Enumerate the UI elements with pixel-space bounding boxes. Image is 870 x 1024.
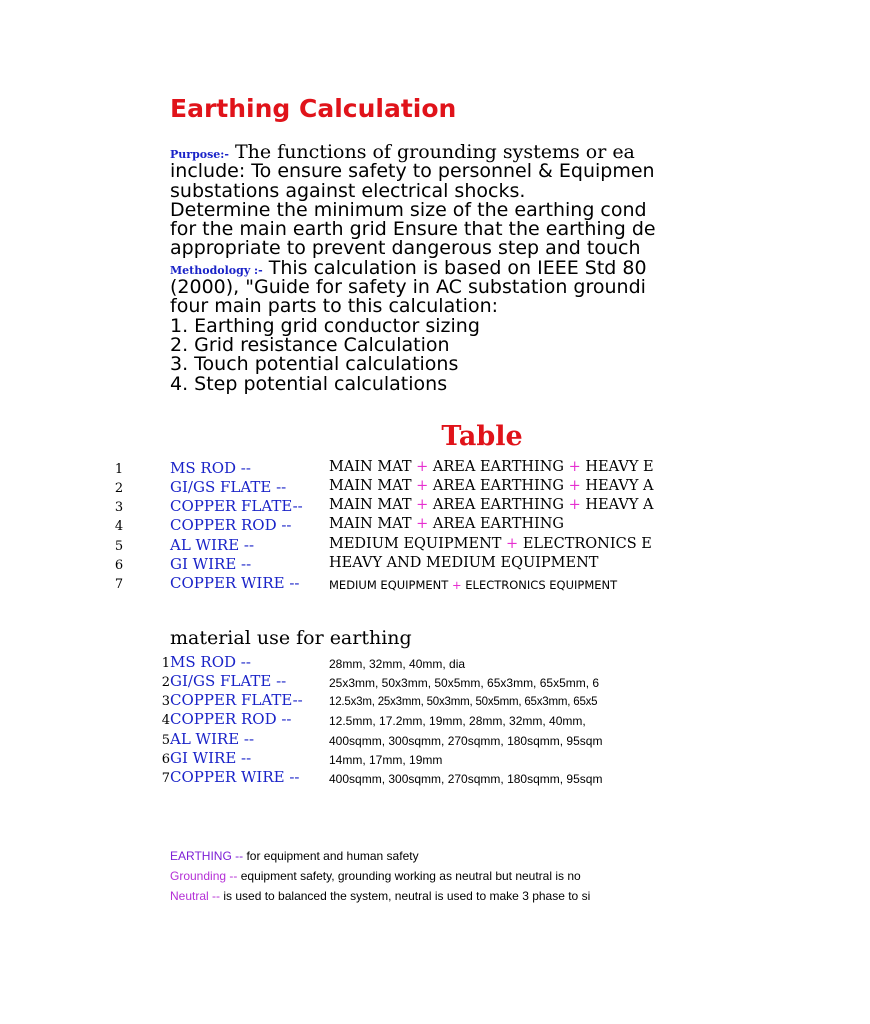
material-row-sizes: 12.5mm, 17.2mm, 19mm, 28mm, 32mm, 40mm, [329,714,586,728]
material-row-name: GI WIRE -- [170,749,252,767]
table-row-material: MS ROD -- [170,459,251,477]
definition-earthing [170,849,419,863]
table-row-use: HEAVY AND MEDIUM EQUIPMENT [329,555,599,571]
page-title: Earthing Calculation [170,94,457,123]
methodology-step-1: 1. Earthing grid conductor sizing [170,314,480,337]
methodology-line-3: four main parts to this calculation: [170,295,499,318]
material-row-name: GI/GS FLATE -- [170,672,287,690]
purpose-line-5: for the main earth grid Ensure that the earthing de [170,218,656,241]
table-heading: Table [441,421,523,452]
table-row-use: MAIN MAT + AREA EARTHING + HEAVY A [329,497,654,513]
definition-neutral [170,889,590,903]
material-row-name: MS ROD -- [170,653,251,671]
material-row-name: COPPER WIRE -- [170,768,300,786]
table-row-use: MEDIUM EQUIPMENT + ELECTRONICS EQUIPMENT [329,578,618,592]
table-row-use: MAIN MAT + AREA EARTHING [329,516,565,532]
material-row-name: AL WIRE -- [170,730,255,748]
material-row-name: COPPER FLATE-- [170,691,303,709]
table-row-material: COPPER FLATE-- [170,497,303,515]
table-row-number: 6 [114,558,124,573]
material-row-number: 6 [161,752,170,767]
table-row-number: 4 [114,519,124,534]
table-row-material: COPPER WIRE -- [170,574,300,592]
purpose-line-6: appropriate to prevent dangerous step and touch [170,237,641,260]
table-row-material: COPPER ROD -- [170,516,292,534]
purpose-line-1: Purpose:- The functions of grounding systems or ea [170,141,635,163]
methodology-line-2: (2000), "Guide for safety in AC substation groundi [170,276,646,299]
definition-term: Neutral -- [170,889,221,903]
methodology-step-4: 4. Step potential calculations [170,372,448,395]
table-row-number: 3 [114,500,124,515]
purpose-line-2: include: To ensure safety to personnel & Equipmen [170,160,655,183]
material-row-sizes: 28mm, 32mm, 40mm, dia [329,657,466,671]
table-row-number: 5 [114,539,124,554]
definition-text: equipment safety, grounding working as neutral but neutral is no [240,869,581,883]
table-row-material: GI/GS FLATE -- [170,478,287,496]
purpose-tag: Purpose:- [170,148,229,161]
material-row-sizes: 14mm, 17mm, 19mm [329,753,443,767]
material-row-sizes: 400sqmm, 300sqmm, 270sqmm, 180sqmm, 95sqm [329,734,603,748]
definition-term: EARTHING -- [170,849,244,863]
methodology-step-2: 2. Grid resistance Calculation [170,333,450,356]
material-row-number: 3 [161,694,170,709]
intro-text [170,143,870,394]
material-row-number: 5 [161,733,170,748]
material-row-number: 4 [161,713,170,728]
methodology-line-1: Methodology :- This calculation is based on IEEE Std 80 [170,256,647,279]
methodology-tag: Methodology :- [170,263,263,277]
material-row-number: 7 [161,771,170,786]
material-row-number: 1 [161,656,170,671]
table-row-number: 1 [114,462,124,477]
table-row-use: MAIN MAT + AREA EARTHING + HEAVY A [329,478,654,494]
definition-grounding [170,869,581,883]
purpose-line-4: Determine the minimum size of the earthing cond [170,198,647,221]
material-row-name: COPPER ROD -- [170,710,292,728]
table-row-use: MEDIUM EQUIPMENT + ELECTRONICS E [329,536,652,552]
definition-text: is used to balanced the system, neutral is used to make 3 phase to si [223,889,591,903]
table-row-material: GI WIRE -- [170,555,252,573]
purpose-line-3: substations against electrical shocks. [170,179,526,202]
material-row-sizes: 25x3mm, 50x3mm, 50x5mm, 65x3mm, 65x5mm, 6 [329,676,600,690]
table-row-use: MAIN MAT + AREA EARTHING + HEAVY E [329,459,654,475]
definition-text: for equipment and human safety [246,849,419,863]
material-row-sizes: 400sqmm, 300sqmm, 270sqmm, 180sqmm, 95sqm [329,772,603,786]
material-row-sizes: 12.5x3m, 25x3mm, 50x3mm, 50x5mm, 65x3mm, 65x5 [329,696,598,708]
materials-heading: material use for earthing [170,627,412,649]
table-row-number: 7 [114,577,124,592]
table-row-material: AL WIRE -- [170,536,255,554]
material-row-number: 2 [161,675,170,690]
definition-term: Grounding -- [170,869,238,883]
methodology-step-3: 3. Touch potential calculations [170,353,459,376]
table-row-number: 2 [114,481,124,496]
